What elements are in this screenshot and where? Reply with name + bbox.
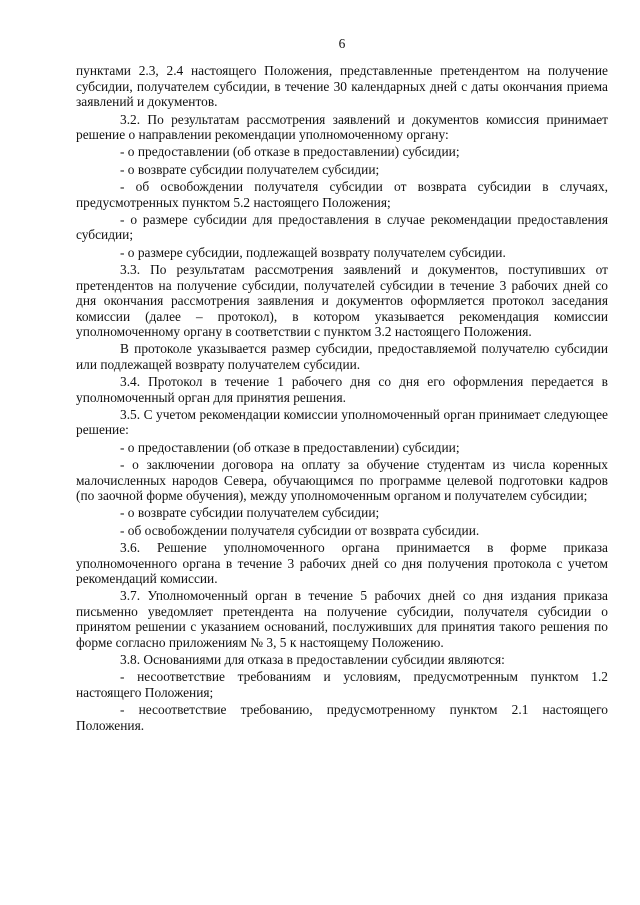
list-item: - о размере субсидии, подлежащей возврату получателем субсидии. [120, 244, 506, 260]
page-number: 6 [338, 36, 346, 51]
paragraph-3-7: 3.7. Уполномоченный орган в течение 5 рабочих дней со дня издания приказа письменно уведомляет претендента на получение субсидии, получателя субсидии о принятом решении с указанием оснований, послуживших для принятия такого решения по форме согласно приложениям № 3, 5 к настоящему Положению. [76, 588, 608, 650]
paragraph-3-5: 3.5. С учетом рекомендации комиссии уполномоченный орган принимает следующее решение: [76, 406, 608, 438]
list-item: - о возврате субсидии получателем субсидии; [120, 161, 380, 177]
list-item: - о предоставлении (об отказе в предоставлении) субсидии; [120, 144, 460, 160]
list-item: - об освобождении получателя субсидии от возврата субсидии в случаях, предусмотренных пунктом 5.2 настоящего Положения; [76, 179, 608, 210]
document-page [76, 36, 608, 735]
paragraph-3-6: 3.6. Решение уполномоченного органа принимается в форме приказа уполномоченного органа в течение 3 рабочих дней со дня получения протокола с учетом рекомендаций комиссии. [76, 540, 608, 586]
paragraph-3-4: 3.4. Протокол в течение 1 рабочего дня со дня его оформления передается в уполномоченный орган для принятия решения. [76, 374, 608, 405]
paragraph-3-3: 3.3. По результатам рассмотрения заявлений и документов, поступивших от претендентов на получение субсидии, получателей субсидии в течение 3 рабочих дней со дня окончания рассмотрения заявления и документов оформляется протокол заседания комиссии (далее – протокол), в котором указывается рекомендация комиссии уполномоченному органу в соответствии с пунктом 3.2 настоящего Положения. [76, 262, 608, 339]
list-item: - о предоставлении (об отказе в предоставлении) субсидии; [120, 439, 460, 455]
paragraph-protocol: В протоколе указывается размер субсидии, предоставляемой получателю субсидии или подлежащей возврату получателем субсидии. [76, 341, 608, 372]
list-item: - о размере субсидии для предоставления в случае рекомендации предоставления субсидии; [76, 212, 608, 243]
paragraph-3-2: 3.2. По результатам рассмотрения заявлений и документов комиссия принимает решение о направлении рекомендации уполномоченному органу: [76, 111, 608, 143]
paragraph-3-8: 3.8. Основаниями для отказа в предоставлении субсидии являются: [120, 652, 505, 668]
paragraph-continuation: пунктами 2.3, 2.4 настоящего Положения, представленные претендентом на получение субсидии, получателем субсидии, в течение 30 календарных дней с даты окончания приема заявлений и документов. [76, 63, 608, 110]
list-item: - о возврате субсидии получателем субсидии; [120, 505, 380, 521]
list-item: - несоответствие требованию, предусмотренному пунктом 2.1 настоящего Положения. [76, 702, 608, 733]
list-item: - о заключении договора на оплату за обучение студентам из числа коренных малочисленных народов Севера, обучающимся по программе целевой подготовки кадров (по заочной форме обучения), между уполномоченным органом и получателем субсидии; [76, 457, 608, 503]
list-item: - об освобождении получателя субсидии от возврата субсидии. [120, 522, 480, 538]
list-item: - несоответствие требованиям и условиям, предусмотренным пунктом 1.2 настоящего Положения; [76, 669, 608, 700]
